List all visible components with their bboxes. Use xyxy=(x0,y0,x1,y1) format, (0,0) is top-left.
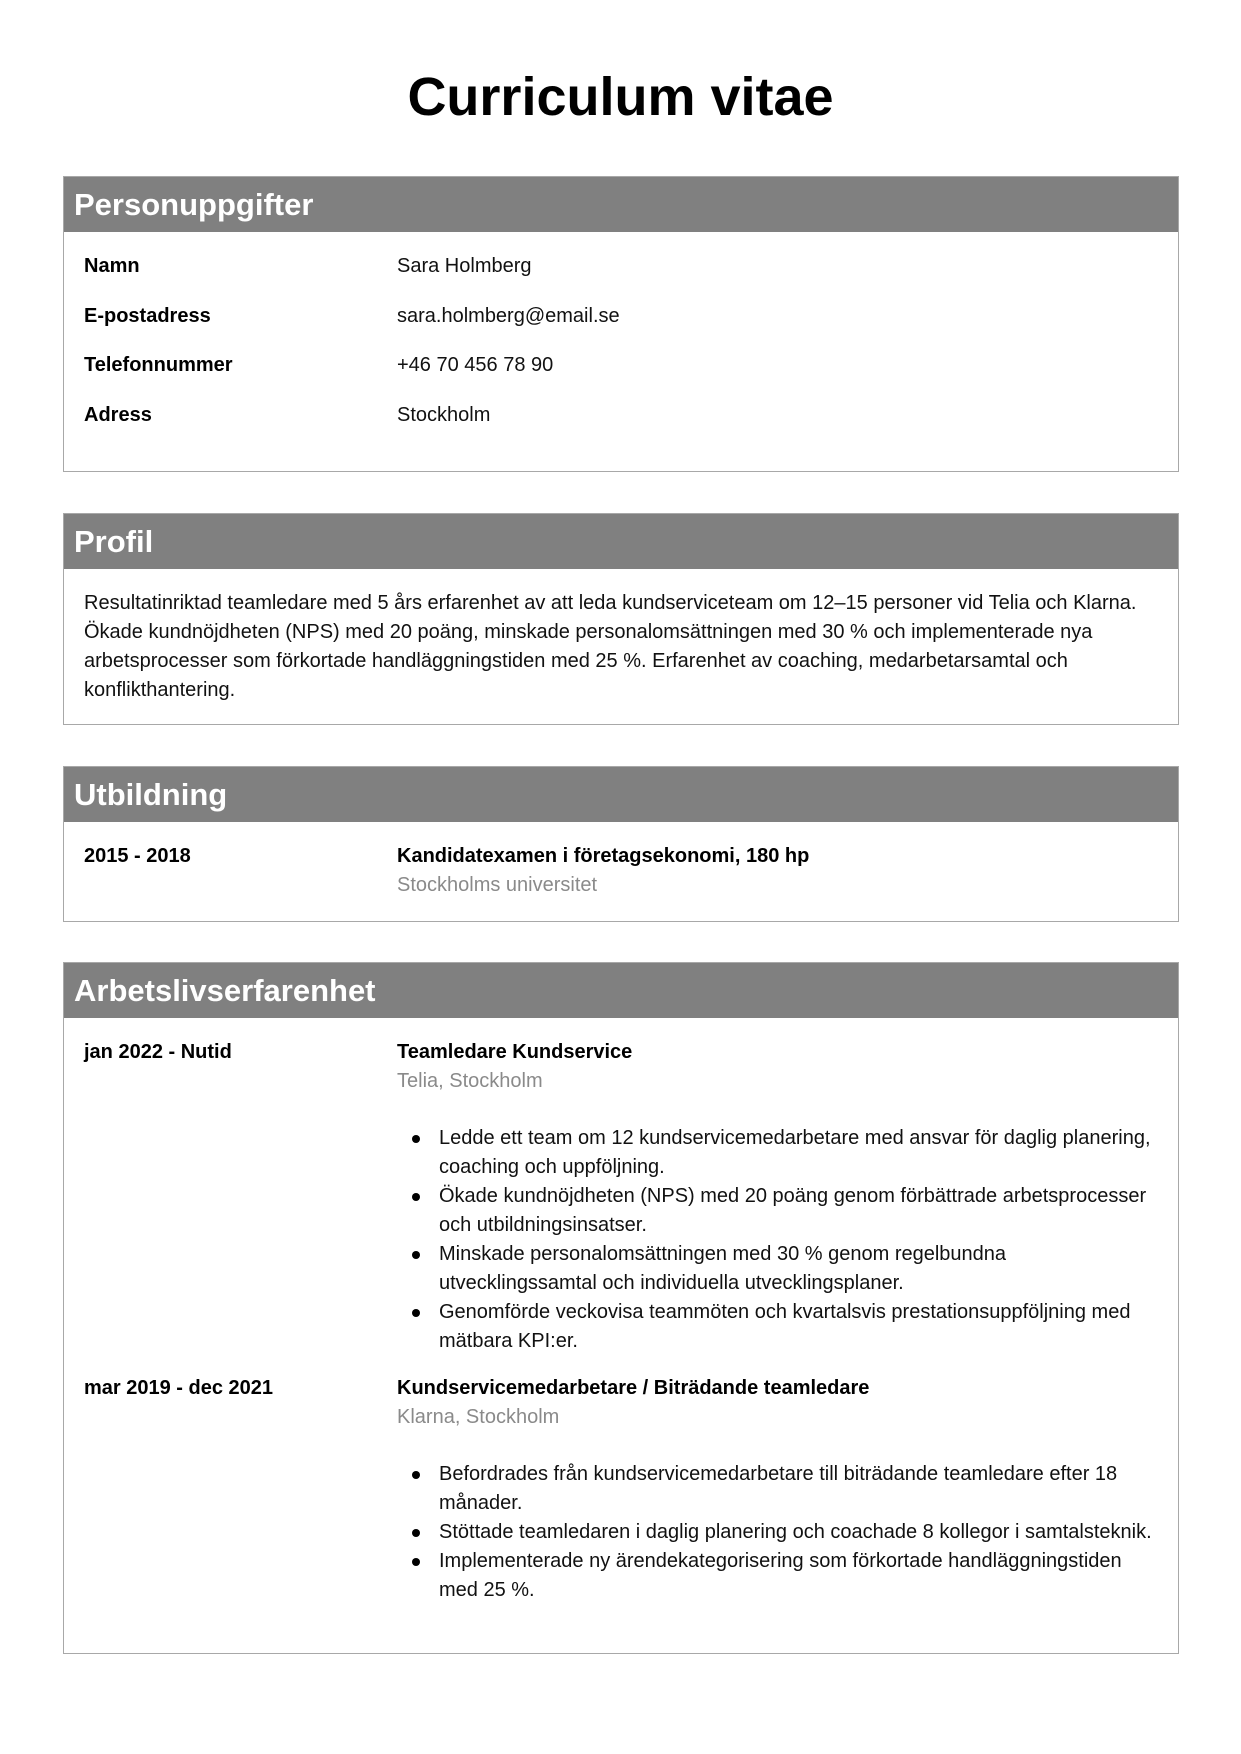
personal-info-section xyxy=(63,176,1179,472)
list-item xyxy=(397,1240,1158,1298)
entry-organization: Stockholms universitet xyxy=(397,874,598,896)
entry-body xyxy=(397,1038,1178,1356)
bullet-list xyxy=(397,1460,1158,1605)
entry-body xyxy=(397,842,1178,900)
entry-title: Kandidatexamen i företagsekonomi, 180 hp xyxy=(397,845,810,867)
list-item-text: Befordrades från kundservicemedarbetare till biträdande teamledare efter 18 månader. xyxy=(439,1463,1118,1514)
list-item-text: Genomförde veckovisa teammöten och kvartalsvis prestationsuppföljning med mätbara KPI:er. xyxy=(439,1301,1131,1352)
info-row-email xyxy=(64,304,1178,354)
info-label: Telefonnummer xyxy=(84,354,233,376)
info-label: E-postadress xyxy=(84,304,211,327)
bullet-icon xyxy=(412,1309,420,1317)
info-row-address xyxy=(64,403,1178,453)
info-row-name xyxy=(64,254,1178,304)
list-item-text: Implementerade ny ärendekategorisering som förkortade handläggningstiden med 25 %. xyxy=(439,1550,1122,1601)
info-value: +46 70 456 78 90 xyxy=(397,354,554,376)
section-heading-education: Utbildning xyxy=(64,767,1178,822)
bullet-icon xyxy=(412,1529,420,1537)
entry-organization: Klarna, Stockholm xyxy=(397,1406,560,1428)
experience-entry xyxy=(64,1374,1178,1605)
info-value: Stockholm xyxy=(397,403,491,426)
info-value: Sara Holmberg xyxy=(397,255,532,277)
entry-dates: jan 2022 - Nutid xyxy=(84,1041,232,1063)
info-label: Adress xyxy=(84,403,152,426)
section-heading-experience: Arbetslivserfarenhet xyxy=(64,963,1178,1018)
education-entry xyxy=(64,842,1178,900)
info-value: sara.holmberg@email.se xyxy=(397,304,620,327)
list-item-text: Ledde ett team om 12 kundservicemedarbetare med ansvar för daglig planering, coaching och uppföljning. xyxy=(439,1127,1151,1178)
bullet-icon xyxy=(412,1471,420,1479)
list-item xyxy=(397,1460,1158,1518)
personal-info-list xyxy=(64,232,1178,452)
bullet-icon xyxy=(412,1135,420,1143)
list-item-text: Ökade kundnöjdheten (NPS) med 20 poäng genom förbättrade arbetsprocesser och utbildningsinsatser. xyxy=(439,1185,1147,1236)
profile-section xyxy=(63,513,1179,725)
info-row-phone xyxy=(64,353,1178,403)
entry-body xyxy=(397,1374,1178,1605)
list-item-text: Stöttade teamledaren i daglig planering och coachade 8 kollegor i samtalsteknik. xyxy=(439,1521,1152,1543)
page-title: Curriculum vitae xyxy=(407,67,834,127)
experience-entry xyxy=(64,1038,1178,1356)
entry-organization: Telia, Stockholm xyxy=(397,1070,543,1092)
info-label: Namn xyxy=(84,255,140,277)
profile-text: Resultatinriktad teamledare med 5 års erfarenhet av att leda kundserviceteam om 12–15 personer vid Telia och Klarna. Ökade kundnöjdheten (NPS) med 20 poäng, minskade personalomsättningen med 30 % och implementerade nya arbetsprocesser som förkortade handläggningstiden med 25 %. Erfarenhet av coaching, medarbetarsamtal och konflikthantering. xyxy=(84,592,1137,701)
bullet-list xyxy=(397,1124,1158,1356)
education-section xyxy=(63,766,1179,922)
bullet-icon xyxy=(412,1558,420,1566)
list-item xyxy=(397,1182,1158,1240)
section-heading-personal: Personuppgifter xyxy=(64,177,1178,232)
entry-title: Kundservicemedarbetare / Biträdande teamledare xyxy=(397,1377,870,1399)
section-heading-profile: Profil xyxy=(64,514,1178,569)
entry-dates: mar 2019 - dec 2021 xyxy=(84,1377,274,1399)
list-item xyxy=(397,1518,1158,1547)
entry-title: Teamledare Kundservice xyxy=(397,1041,633,1063)
list-item xyxy=(397,1124,1158,1182)
bullet-icon xyxy=(412,1193,420,1201)
list-item xyxy=(397,1547,1158,1605)
entry-dates: 2015 - 2018 xyxy=(84,845,191,867)
list-item xyxy=(397,1298,1158,1356)
list-item-text: Minskade personalomsättningen med 30 % genom regelbundna utvecklingssamtal och individuella utvecklingsplaner. xyxy=(439,1243,1007,1294)
experience-section xyxy=(63,962,1179,1654)
bullet-icon xyxy=(412,1251,420,1259)
